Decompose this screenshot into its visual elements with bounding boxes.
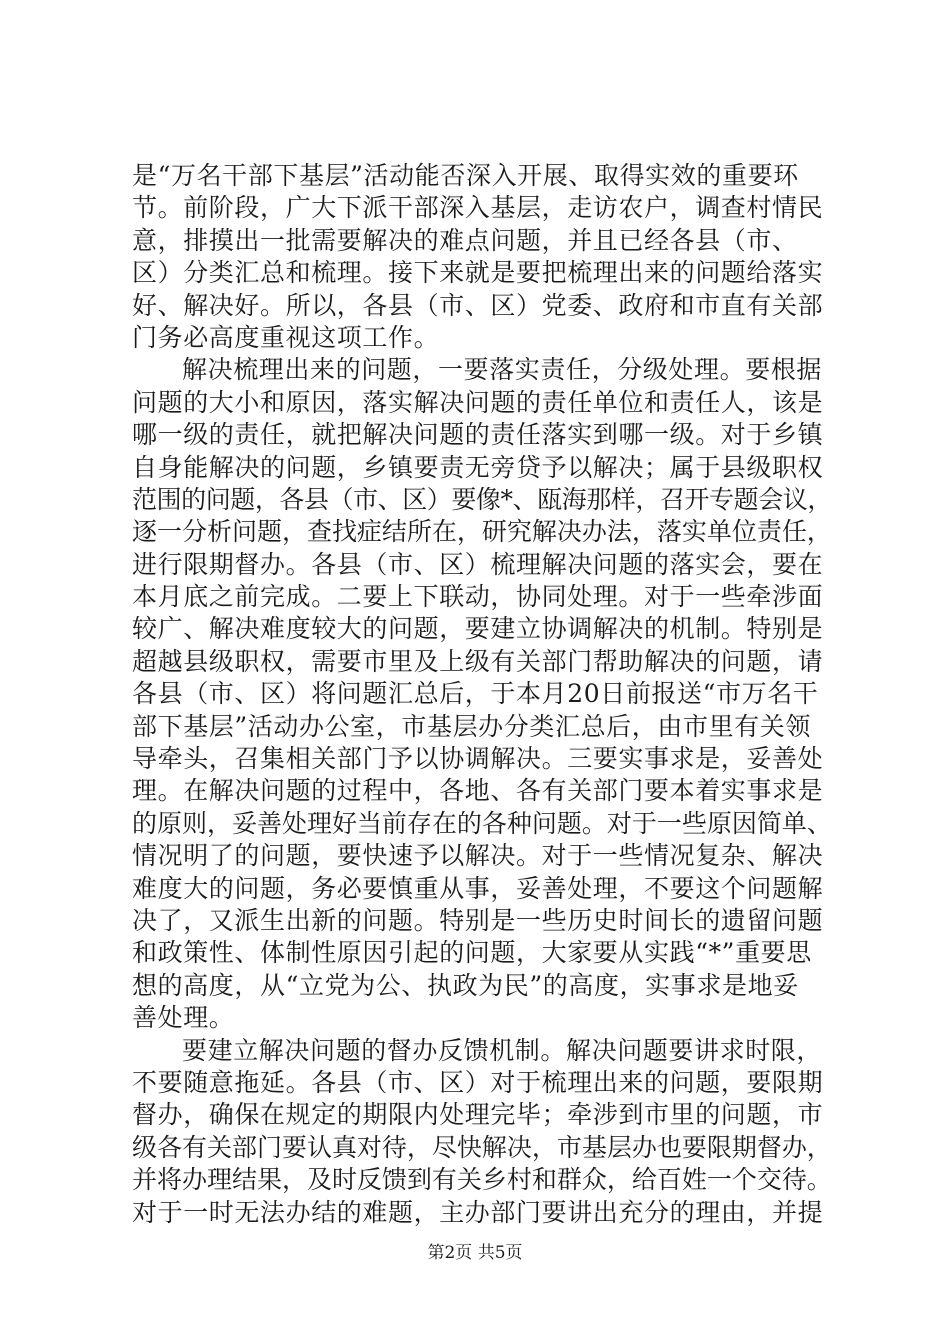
paragraph-first-line: 解决梳理出来的问题，一要落实责任，分级处理。要根据 [182,355,823,385]
text-line: 对于一时无法办结的难题，主办部门要讲出充分的理由，并提 [132,1197,824,1227]
text-line: 并将办理结果，及时反馈到有关乡村和群众，给百姓一个交待。 [132,1165,832,1195]
text-line: 和政策性、体制性原因引起的问题，大家要从实践“*”重要思 [132,938,812,968]
text-line: 哪一级的责任，就把解决问题的责任落实到哪一级。对于乡镇 [132,420,824,450]
text-line: 善处理。 [132,1003,235,1033]
text-line: 节。前阶段，广大下派干部深入基层，走访农户，调查村情民 [132,193,824,223]
text-line: 难度大的问题，务必要慎重从事，妥善处理，不要这个问题解 [132,873,824,903]
text-line: 决了，又派生出新的问题。特别是一些历史时间长的遗留问题 [132,905,824,935]
page-number-footer: 第2页 共5页 [427,1243,523,1263]
text-line: 门务必高度重视这项工作。 [132,322,440,352]
text-line: 范围的问题，各县（市、区）要像*、瓯海那样，召开专题会议， [132,484,832,514]
document-body [132,160,832,1229]
text-line: 部下基层”活动办公室，市基层办分类汇总后，由市里有关领 [132,711,811,741]
text-line: 督办，确保在规定的期限内处理完毕；牵涉到市里的问题，市 [132,1100,824,1130]
text-line: 导牵头，召集相关部门予以协调解决。三要实事求是，妥善处 [132,744,824,774]
text-line: 情况明了的问题，要快速予以解决。对于一些情况复杂、解决 [132,841,824,871]
text-line: 较广、解决难度较大的问题，要建立协调解决的机制。特别是 [132,614,824,644]
paragraph-first-line: 要建立解决问题的督办反馈机制。解决问题要讲求时限， [182,1035,823,1065]
text-line: 的原则，妥善处理好当前存在的各种问题。对于一些原因简单、 [132,808,832,838]
text-line: 本月底之前完成。二要上下联动，协同处理。对于一些牵涉面 [132,582,824,612]
text-line: 级各有关部门要认真对待，尽快解决，市基层办也要限期督办， [132,1132,832,1162]
text-line: 区）分类汇总和梳理。接下来就是要把梳理出来的问题给落实 [132,258,824,288]
text-line: 进行限期督办。各县（市、区）梳理解决问题的落实会，要在 [132,549,824,579]
text-line: 意，排摸出一批需要解决的难点问题，并且已经各县（市、 [132,225,798,255]
text-line: 问题的大小和原因，落实解决问题的责任单位和责任人，该是 [132,387,824,417]
text-line: 好、解决好。所以，各县（市、区）党委、政府和市直有关部 [132,290,824,320]
text-line: 超越县级职权，需要市里及上级有关部门帮助解决的问题，请 [132,646,824,676]
text-line: 不要随意拖延。各县（市、区）对于梳理出来的问题，要限期 [132,1067,824,1097]
text-line: 逐一分析问题，查找症结所在，研究解决办法，落实单位责任， [132,517,832,547]
text-line: 自身能解决的问题，乡镇要责无旁贷予以解决；属于县级职权 [132,452,824,482]
text-line: 想的高度，从“立党为公、执政为民”的高度，实事求是地妥 [132,970,799,1000]
text-line: 理。在解决问题的过程中，各地、各有关部门要本着实事求是 [132,776,824,806]
text-line: 是“万名干部下基层”活动能否深入开展、取得实效的重要环 [132,161,799,190]
text-line: 各县（市、区）将问题汇总后，于本月20日前报送“市万名干 [132,679,819,709]
